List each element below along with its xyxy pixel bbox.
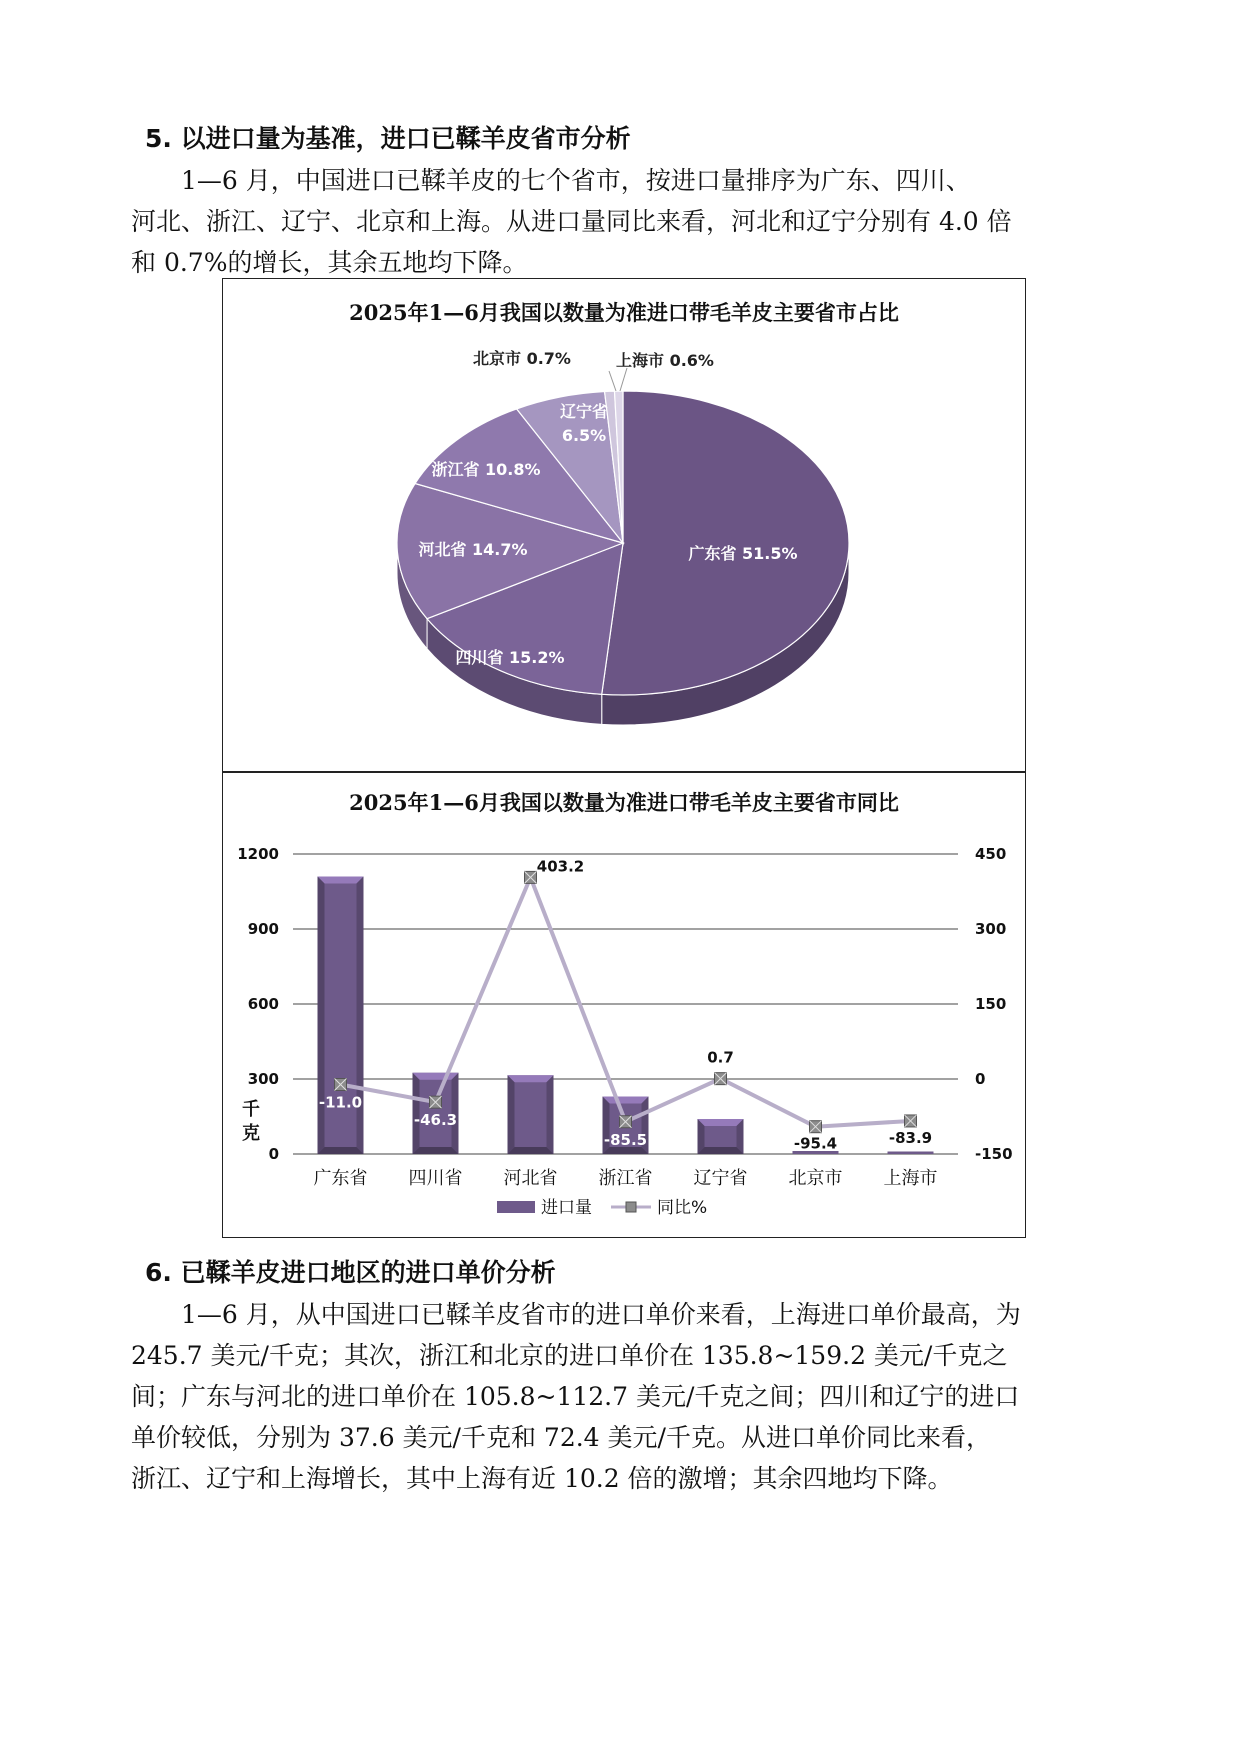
category-label: 河北省: [503, 1168, 558, 1189]
combo-chart-title: 2025年1—6月我国以数量为准进口带毛羊皮主要省市同比: [349, 790, 899, 815]
pie-chart-box: [222, 278, 1026, 772]
category-label: 上海市: [883, 1168, 938, 1189]
section-6-line-4: 单价较低，分别为 37.6 美元/千克和 72.4 美元/千克。从进口单价同比来看，: [131, 1423, 991, 1452]
line-point-河北省: [525, 871, 537, 883]
section-5-line-2: 河北、浙江、辽宁、北京和上海。从进口量同比来看，河北和辽宁分别有 4.0 倍: [131, 207, 1012, 236]
section-6-line-1: 1—6 月，从中国进口已鞣羊皮省市的进口单价来看，上海进口单价最高，为: [181, 1300, 1021, 1329]
data-label-辽宁省: 0.7: [707, 1048, 734, 1067]
section-5-line-3: 和 0.7%的增长，其余五地均下降。: [131, 248, 528, 277]
category-label: 浙江省: [598, 1168, 653, 1189]
section-5-heading: 5. 以进口量为基准，进口已鞣羊皮省市分析: [145, 124, 631, 153]
line-point-上海市: [905, 1115, 917, 1127]
left-tick-label: 600: [247, 995, 279, 1013]
pie-label-zhejiang: 浙江省 10.8%: [431, 460, 541, 479]
left-tick-label: 900: [247, 920, 279, 938]
right-tick-label: -150: [975, 1145, 1013, 1163]
pie-label-hebei: 河北省 14.7%: [418, 540, 528, 559]
pie-leader-beijing: [609, 371, 616, 391]
pie-leader-shanghai: [620, 368, 627, 391]
section-6-line-3: 间；广东与河北的进口单价在 105.8~112.7 美元/千克之间；四川和辽宁的进口: [131, 1382, 1020, 1411]
category-label: 广东省: [313, 1168, 368, 1189]
category-label: 四川省: [408, 1168, 463, 1189]
bar-河北省: [508, 1075, 554, 1154]
data-label-浙江省: -85.5: [603, 1130, 648, 1149]
right-tick-label: 450: [975, 845, 1007, 863]
left-tick-label: 0: [268, 1145, 279, 1163]
legend-line-label: 同比%: [657, 1198, 708, 1218]
legend-bar-label: 进口量: [541, 1198, 592, 1218]
data-label-上海市: -83.9: [888, 1128, 933, 1147]
section-6-line-2: 245.7 美元/千克；其次，浙江和北京的进口单价在 135.8~159.2 美元/千克之: [131, 1341, 1008, 1370]
bar-上海市: [888, 1152, 934, 1155]
section-6-heading: 6. 已鞣羊皮进口地区的进口单价分析: [145, 1258, 556, 1287]
bar-辽宁省: [698, 1119, 744, 1154]
bar-广东省: [318, 877, 364, 1155]
left-tick-label: 300: [247, 1070, 279, 1088]
line-point-四川省: [430, 1096, 442, 1108]
section-6-paragraph: [131, 1294, 1121, 1499]
line-point-辽宁省: [715, 1073, 727, 1085]
category-label: 北京市: [788, 1168, 843, 1189]
combo-chart-box: [222, 772, 1026, 1238]
line-point-广东省: [335, 1079, 347, 1091]
right-tick-label: 300: [975, 920, 1007, 938]
right-tick-label: 150: [975, 995, 1007, 1013]
pie-label-sichuan: 四川省 15.2%: [455, 648, 565, 667]
pie-label-beijing: 北京市 0.7%: [473, 349, 571, 368]
category-label: 辽宁省: [693, 1168, 748, 1189]
legend: [497, 1198, 707, 1218]
data-label-广东省: -11.0: [318, 1093, 363, 1112]
pie-label-liaoning-value: 6.5%: [561, 426, 607, 445]
line-point-北京市: [810, 1121, 822, 1133]
pie-chart: [223, 279, 1024, 770]
section-5-paragraph: [131, 160, 1121, 283]
combo-chart: [223, 773, 1024, 1236]
data-label-四川省: -46.3: [413, 1111, 458, 1130]
pie-label-shanghai: 上海市 0.6%: [616, 351, 714, 370]
pie-chart-title: 2025年1—6月我国以数量为准进口带毛羊皮主要省市占比: [349, 300, 899, 325]
data-label-河北省: 403.2: [536, 857, 585, 876]
left-axis-label: 千: [242, 1099, 260, 1120]
legend-bar-swatch: [497, 1201, 535, 1213]
pie-label-guangdong: 广东省 51.5%: [688, 544, 798, 563]
data-label-北京市: -95.4: [793, 1134, 838, 1153]
pie-label-liaoning-name: 辽宁省: [559, 402, 609, 421]
left-axis-label: 克: [242, 1123, 260, 1144]
left-tick-label: 1200: [237, 845, 279, 863]
line-point-浙江省: [620, 1116, 632, 1128]
section-5-line-1: 1—6 月，中国进口已鞣羊皮的七个省市，按进口量排序为广东、四川、: [181, 166, 971, 195]
right-tick-label: 0: [975, 1070, 986, 1088]
section-6-line-5: 浙江、辽宁和上海增长，其中上海有近 10.2 倍的激增；其余四地均下降。: [131, 1464, 953, 1493]
